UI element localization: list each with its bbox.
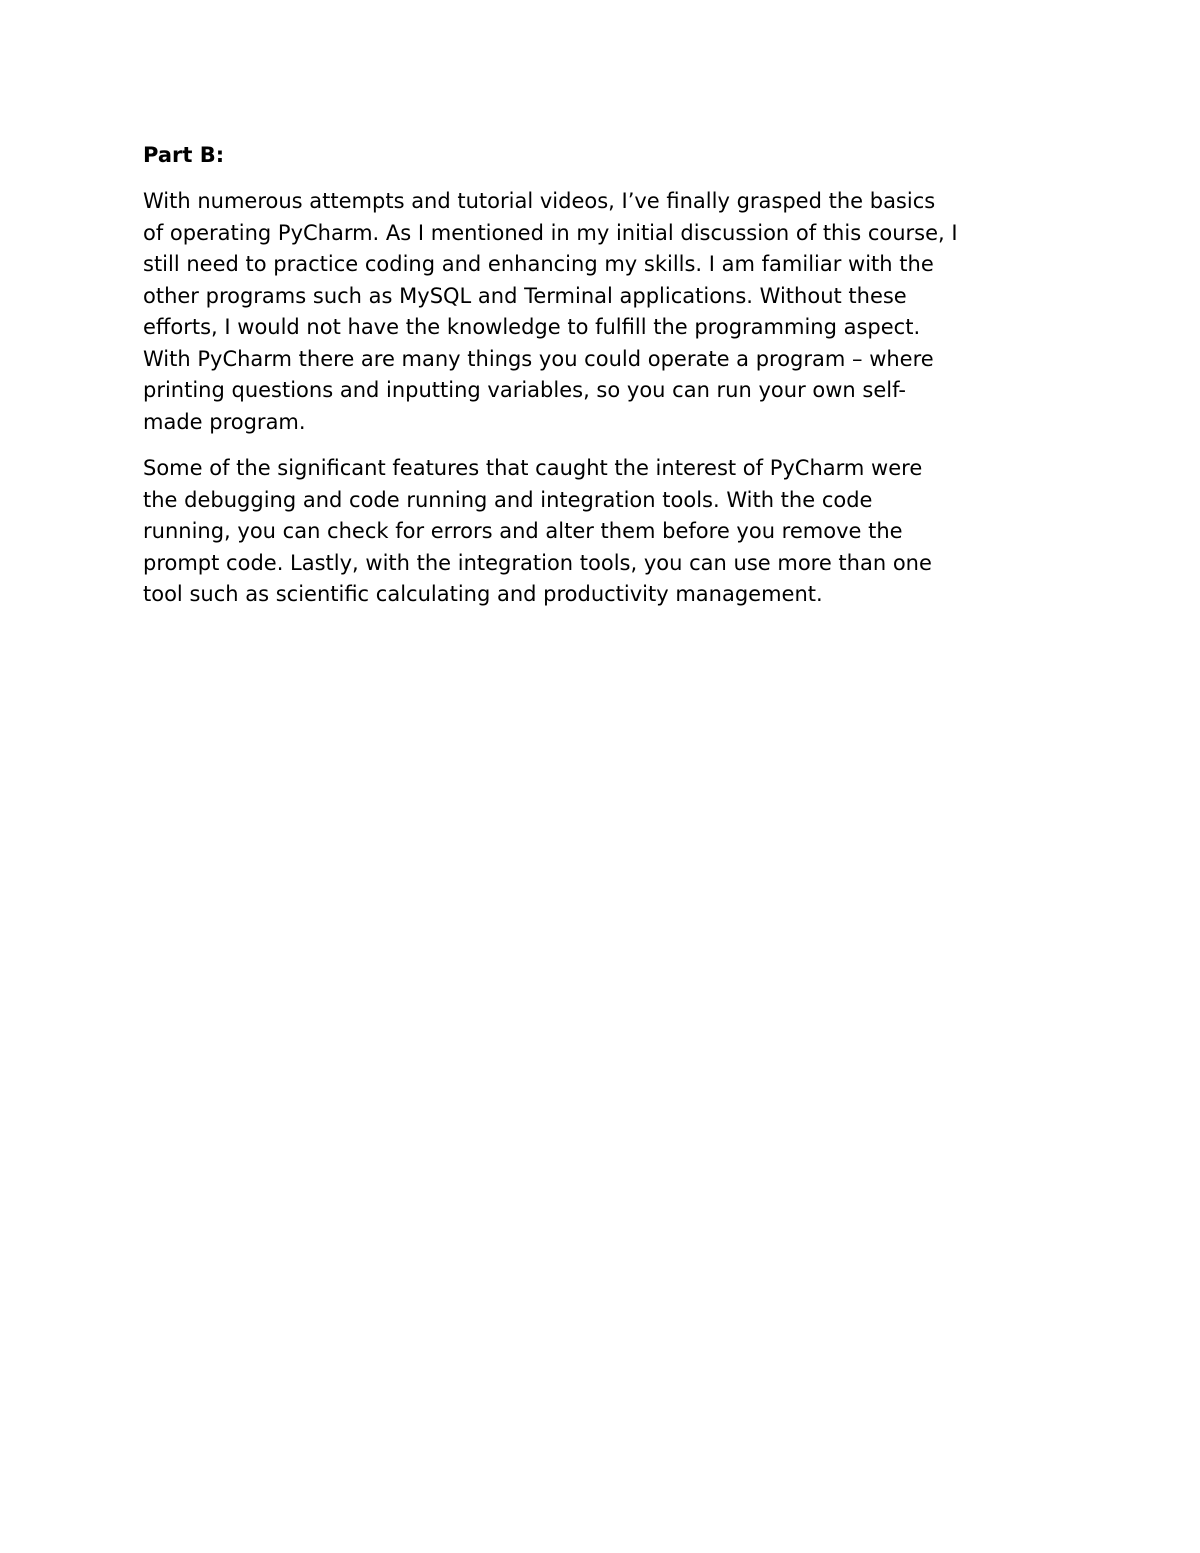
paragraph-line: printing questions and inputting variables, so you can run your own self- <box>143 378 906 402</box>
paragraph-line: efforts, I would not have the knowledge to fulfill the programming aspect. <box>143 315 921 339</box>
paragraph-line: With PyCharm there are many things you could operate a program – where <box>143 346 934 371</box>
paragraph-1 <box>143 186 1073 438</box>
paragraph-line: still need to practice coding and enhancing my skills. I am familiar with the <box>143 252 934 276</box>
paragraph-line: tool such as scientific calculating and productivity management. <box>143 582 823 606</box>
paragraph-line: With numerous attempts and tutorial videos, I’ve finally grasped the basics <box>143 189 936 213</box>
section-heading: Part B: <box>143 143 225 167</box>
paragraph-line: Some of the significant features that caught the interest of PyCharm were <box>143 456 923 480</box>
paragraph-line: running, you can check for errors and alter them before you remove the <box>143 519 903 543</box>
paragraph-line: the debugging and code running and integration tools. With the code <box>143 487 873 512</box>
paragraph-line: made program. <box>143 409 306 434</box>
paragraph-line: other programs such as MySQL and Terminal applications. Without these <box>143 283 907 308</box>
paragraph-2 <box>143 453 1073 611</box>
paragraph-line: prompt code. Lastly, with the integration tools, you can use more than one <box>143 550 932 575</box>
document-body <box>143 139 1073 626</box>
paragraph-line: of operating PyCharm. As I mentioned in my initial discussion of this course, I <box>143 220 958 245</box>
